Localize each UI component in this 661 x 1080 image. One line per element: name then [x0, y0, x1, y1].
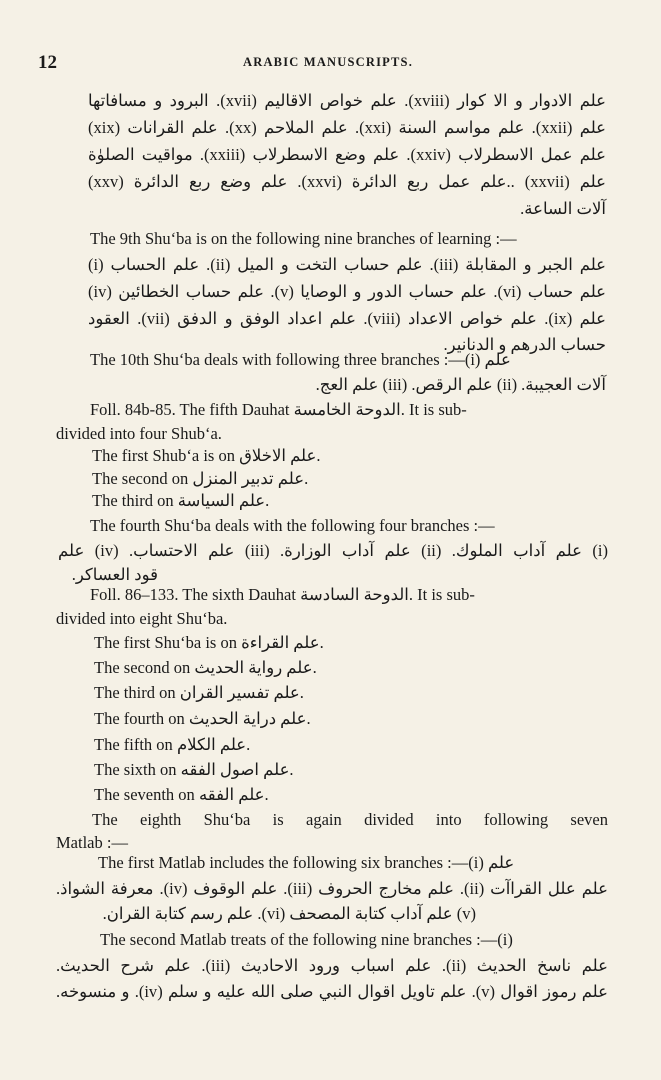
text-line: divided into four Shubʻa. — [56, 424, 222, 443]
text-line: علم رموز اقوال (v). علم تاويل اقوال النبي صلى الله عليه و سلم (iv). و منسوخه. — [56, 982, 608, 1001]
text-line: The third on علم السياسة. — [92, 491, 270, 510]
text-line: قود العساكر. — [71, 565, 158, 584]
text-line: علم ناسخ الحديث (ii). علم اسباب ورود الاحاديث (iii). علم شرح الحديث. — [56, 956, 608, 975]
text-line: علم (ix). علم خواص الاعداد (viii). علم اعداد الوفق و الدفق (vii). العقود — [88, 309, 606, 328]
text-line: The second on علم رواية الحديث. — [94, 658, 317, 677]
text-line: (i) علم آداب الملوك. (ii) علم آداب الوزارة. (iii) علم الاحتساب. (iv) علم — [58, 541, 608, 560]
text-line: The fourth on علم دراية الحديث. — [94, 709, 311, 728]
text-line: The 9th Shuʻba is on the following nine branches of learning :— — [90, 229, 517, 248]
text-line: آلات العجيبة. (ii) علم الرقص. (iii) علم العج. — [315, 375, 606, 394]
text-line: The eighth Shuʻba is again divided into following seven — [92, 810, 608, 829]
page-number: 12 — [38, 52, 57, 73]
text-line: علم الجبر و المقابلة (iii). علم حساب التخت و الميل (ii). علم الحساب (i) — [88, 255, 607, 274]
text-line: Foll. 84b-85. The fifth Dauhat الدوحة الخامسة. It is sub- — [90, 400, 467, 419]
text-line: آلات الساعة. — [520, 199, 606, 218]
text-line: علم الادوار و الا كوار (xviii). علم خواص الاقاليم (xvii). البرود و مسافاتها — [88, 91, 606, 110]
text-line: علم (xxvii) ..علم عمل ربع الدائرة (xxvi). علم وضع ربع الدائرة (xxv) — [88, 172, 606, 191]
text-line: علم علل القراآت (ii). علم مخارج الحروف (iii). علم الوقوف (iv). معرفة الشواذ. — [56, 879, 608, 898]
text-line: The second on علم تدبير المنزل. — [92, 469, 309, 488]
text-line: The first Matlab includes the following six branches :—(i) علم — [98, 853, 515, 872]
text-line: Matlab :— — [56, 833, 128, 852]
text-line: The second Matlab treats of the following nine branches :—(i) — [100, 930, 513, 949]
text-line: The fourth Shuʻba deals with the following four branches :— — [90, 516, 495, 535]
text-line: Foll. 86–133. The sixth Dauhat الدوحة السادسة. It is sub- — [90, 585, 475, 604]
text-line: The 10th Shuʻba deals with following three branches :—(i) علم — [90, 350, 511, 369]
text-line: The fifth on علم الكلام. — [94, 735, 251, 754]
text-line: (v) علم آداب كتابة المصحف (vi). علم رسم كتابة القران. — [102, 904, 476, 923]
text-line: divided into eight Shuʻba. — [56, 609, 228, 628]
text-line: علم عمل الاسطرلاب (xxiv). علم وضع الاسطرلاب (xxiii). مواقيت الصلوٰة — [88, 145, 606, 164]
page-header — [38, 52, 618, 74]
text-line: The seventh on علم الفقه. — [94, 785, 269, 804]
text-line: علم حساب (vi). علم حساب الدور و الوصايا (v). علم حساب الخطائين (iv) — [88, 282, 607, 301]
text-line: The first Shuʻba is on علم القراءة. — [94, 633, 324, 652]
text-line: حساب الدرهم و الدنانير. — [443, 335, 606, 354]
running-title: ARABIC MANUSCRIPTS. — [243, 55, 414, 69]
text-line: The sixth on علم اصول الفقه. — [94, 760, 294, 779]
text-line: The third on علم تفسير القران. — [94, 683, 304, 702]
text-line: علم (xxii). علم مواسم السنة (xxi). علم الملاحم (xx). علم القرانات (xix) — [88, 118, 606, 137]
text-line: The first Shubʻa is on علم الاخلاق. — [92, 446, 321, 465]
